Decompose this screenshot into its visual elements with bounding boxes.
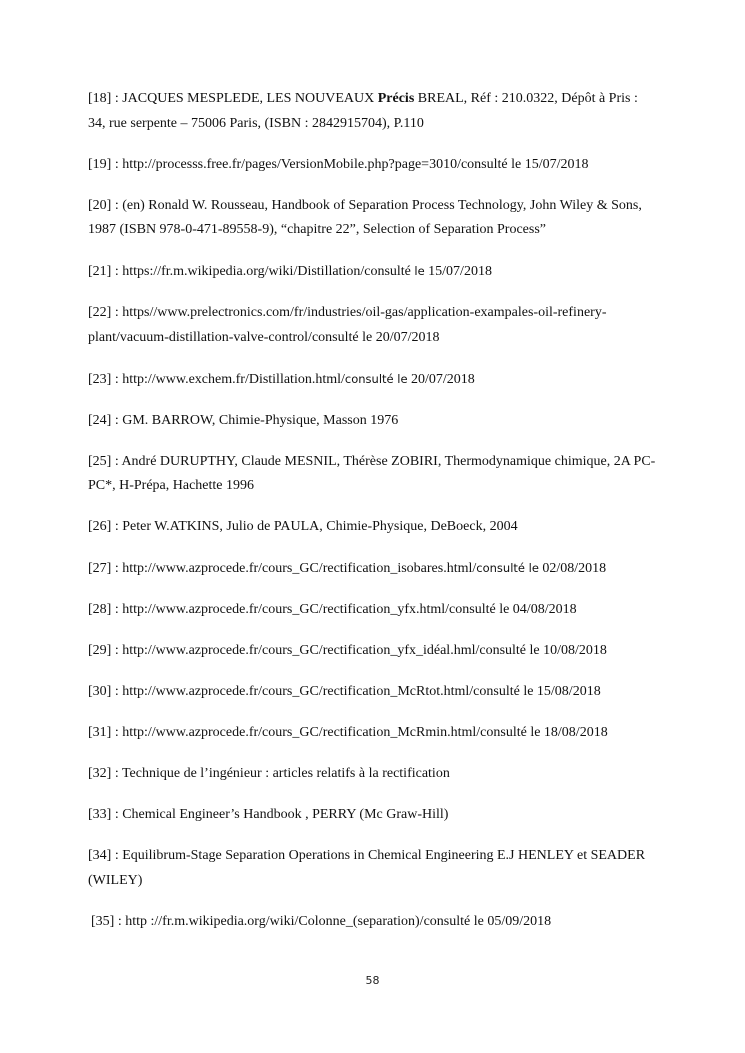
reference-22: [22] : https//www.prelectronics.com/fr/industries/oil-gas/application-exampales-oil-refinery-plant/vacuum-distillation-valve-control/consulté le 20/07/2018 — [88, 305, 607, 345]
reference-23-date: 20/07/2018 — [407, 371, 475, 387]
reference-19: [19] : http://processs.free.fr/pages/VersionMobile.php?page=3010/consulté le 15/07/2018 — [88, 156, 589, 172]
reference-18-bold-title: Précis — [377, 91, 415, 106]
reference-35: [35] : http ://fr.m.wikipedia.org/wiki/Colonne_(separation)/consulté le 05/09/2018 — [91, 913, 552, 929]
page-number: 58 — [365, 974, 380, 987]
reference-23-small-text: consulté le — [344, 371, 408, 386]
reference-24: [24] : GM. BARROW, Chimie-Physique, Masson 1976 — [88, 412, 399, 428]
reference-27-text: [27] : http://www.azprocede.fr/cours_GC/rectification_isobares.html/ — [88, 561, 477, 576]
reference-21-date: 15/07/2018 — [424, 264, 492, 279]
reference-18 — [88, 87, 658, 136]
reference-27-small-text: consulté le — [476, 561, 539, 575]
reference-list — [88, 87, 658, 951]
reference-31: [31] : http://www.azprocede.fr/cours_GC/rectification_McRmin.html/consulté le 18/08/2018 — [88, 725, 608, 740]
reference-27 — [88, 556, 658, 582]
reference-26: [26] : Peter W.ATKINS, Julio de PAULA, Chimie-Physique, DeBoeck, 2004 — [88, 519, 518, 534]
reference-21-small-text: le — [414, 264, 425, 278]
reference-28: [28] : http://www.azprocede.fr/cours_GC/rectification_yfx.html/consulté le 04/08/2018 — [88, 602, 577, 617]
reference-23 — [88, 367, 658, 393]
reference-18-text: [18] : JACQUES MESPLEDE, LES NOUVEAUX — [88, 91, 378, 106]
reference-30: [30] : http://www.azprocede.fr/cours_GC/rectification_McRtot.html/consulté le 15/08/2018 — [88, 684, 601, 699]
reference-23-text: [23] : http://www.exchem.fr/Distillation.html/ — [88, 371, 345, 387]
reference-21 — [88, 259, 658, 285]
reference-27-date: 02/08/2018 — [538, 561, 607, 576]
reference-34: [34] : Equilibrum-Stage Separation Operations in Chemical Engineering E.J HENLEY et SEADER (WILEY) — [88, 848, 646, 888]
reference-33: [33] : Chemical Engineer’s Handbook , PERRY (Mc Graw-Hill) — [88, 807, 449, 822]
reference-29: [29] : http://www.azprocede.fr/cours_GC/rectification_yfx_idéal.hml/consulté le 10/08/2018 — [88, 643, 607, 658]
reference-21-text: [21] : https://fr.m.wikipedia.org/wiki/Distillation/consulté — [88, 264, 415, 279]
reference-32: [32] : Technique de l’ingénieur : articles relatifs à la rectification — [88, 766, 450, 781]
reference-18-text-rest: BREAL, Réf : 210.0322, Dépôt à Pris : 34, rue serpente – 75006 Paris, (ISBN : 2842915704), P.110 — [88, 91, 638, 131]
reference-25: [25] : André DURUPTHY, Claude MESNIL, Thérèse ZOBIRI, Thermodynamique chimique, 2A PC-PC*, H-Prépa, Hachette 1996 — [88, 453, 656, 493]
reference-20: [20] : (en) Ronald W. Rousseau, Handbook of Separation Process Technology, John Wiley & Sons, 1987 (ISBN 978-0-471-89558-9), “chapitre 22”, Selection of Separation Process” — [88, 197, 642, 237]
